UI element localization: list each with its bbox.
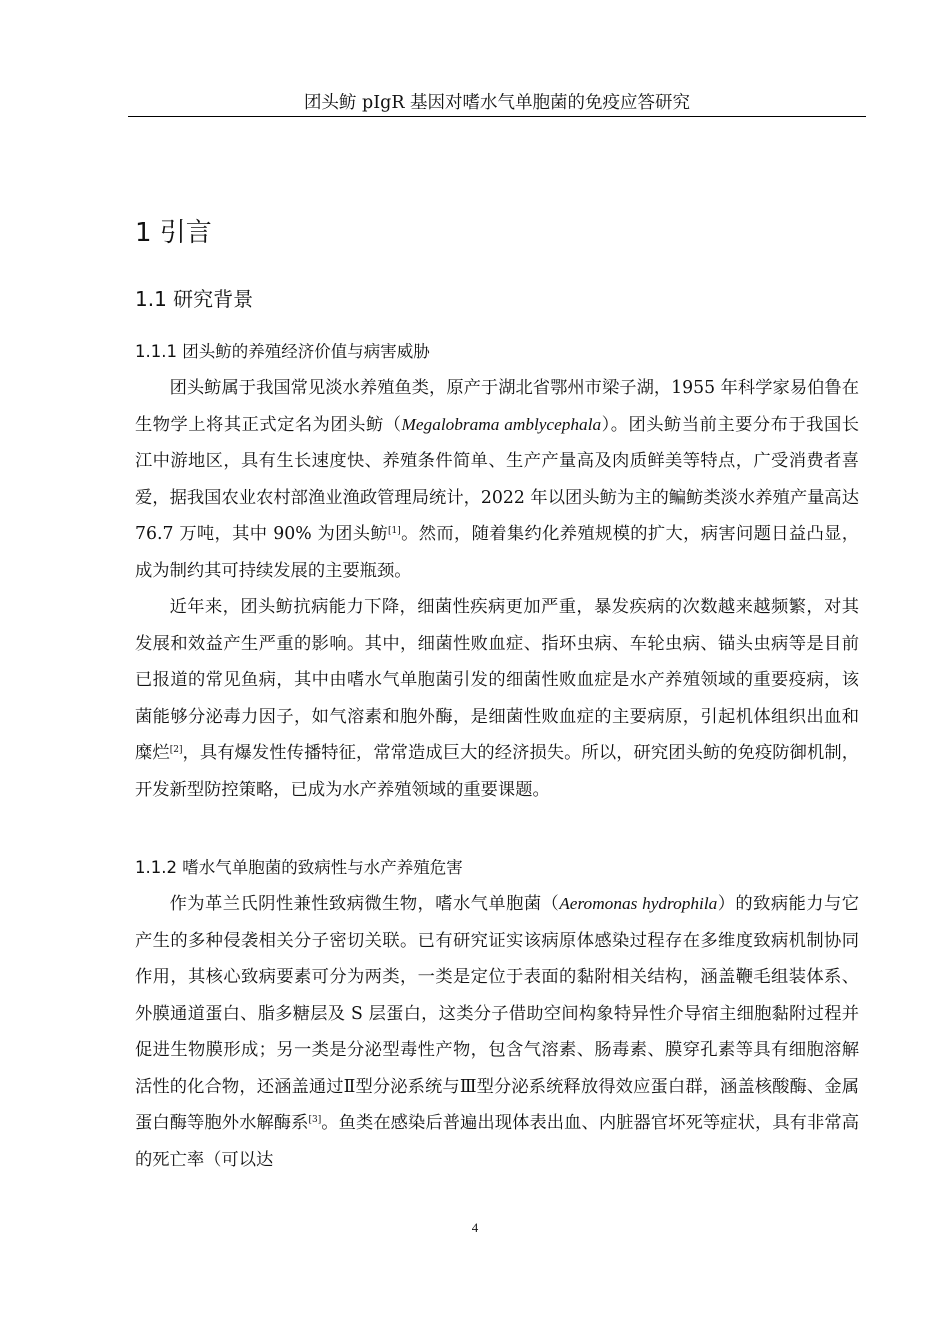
section-title: 1.1 研究背景 — [135, 287, 254, 311]
species-name: Aeromonas hydrophila — [559, 894, 718, 913]
species-name: Megalobrama amblycephala — [401, 414, 602, 434]
citation-ref[interactable]: [3] — [308, 1115, 322, 1125]
page-number: 4 — [471, 1220, 479, 1235]
paragraph-background-2: 近年来，团头鲂抗病能力下降，细菌性疾病更加严重，暴发疾病的次数越来越频繁，对其发展和效益产生严重的影响。其中，细菌性败血症、指环虫病、车轮虫病、锚头虫病等是目前已报道的常见鱼病，其中由嗜水气单胞菌引发的细菌性败血症是水产养殖领域的重要疫病，该菌能够分泌毒力因子，如气溶素和胞外酶，是细菌性败血症的主要病原，引起机体组织出血和糜烂[2]，具有爆发性传播特征，常常造成巨大的经济损失。所以，研究团头鲂的免疫防御机制，开发新型防控策略，已成为水产养殖领域的重要课题。 — [135, 597, 859, 800]
subsection-title-1-1-1: 1.1.1 团头鲂的养殖经济价值与病害威胁 — [135, 342, 430, 361]
paragraph-background-1: 团头鲂属于我国常见淡水养殖鱼类，原产于湖北省鄂州市梁子湖，1955 年科学家易伯鲁在生物学上将其正式定名为团头鲂（Megalobrama amblycephala）。团头鲂当前主要分布于我国长江中游地区，具有生长速度快、养殖条件简单、生产产量高及肉质鲜美等特点，广受消费者喜爱，据我国农业农村部渔业渔政管理局统计，2022 年以团头鲂为主的鳊鲂类淡水养殖产量高达 76.7 万吨，其中 90% 为团头鲂[1]。然而，随着集约化养殖规模的扩大，病害问题日益凸显，成为制约其可持续发展的主要瓶颈。 — [135, 378, 859, 581]
chapter-title: 1 引言 — [135, 218, 212, 248]
subsection-title-1-1-2: 1.1.2 嗜水气单胞菌的致病性与水产养殖危害 — [135, 858, 463, 877]
paragraph-pathogenicity-1: 作为革兰氏阴性兼性致病微生物，嗜水气单胞菌（Aeromonas hydrophila）的致病能力与它产生的多种侵袭相关分子密切关联。已有研究证实该病原体感染过程存在多维度致病机制协同作用，其核心致病要素可分为两类，一类是定位于表面的黏附相关结构，涵盖鞭毛组装体系、外膜通道蛋白、脂多糖层及 S 层蛋白，这类分子借助空间构象特异性介导宿主细胞黏附过程并促进生物膜形成；另一类是分泌型毒性产物，包含气溶素、肠毒素、膜穿孔素等具有细胞溶解活性的化合物，还涵盖通过Ⅱ型分泌系统与Ⅲ型分泌系统释放得效应蛋白群，涵盖核酸酶、金属蛋白酶等胞外水解酶系[3]。鱼类在感染后普遍出现体表出血、内脏器官坏死等症状，具有非常高的死亡率（可以达 — [135, 894, 859, 1170]
citation-ref[interactable]: [2] — [169, 745, 183, 755]
citation-ref[interactable]: [1] — [388, 526, 401, 536]
running-header: 团头鲂 pIgR 基因对嗜水气单胞菌的免疫应答研究 — [128, 91, 866, 117]
